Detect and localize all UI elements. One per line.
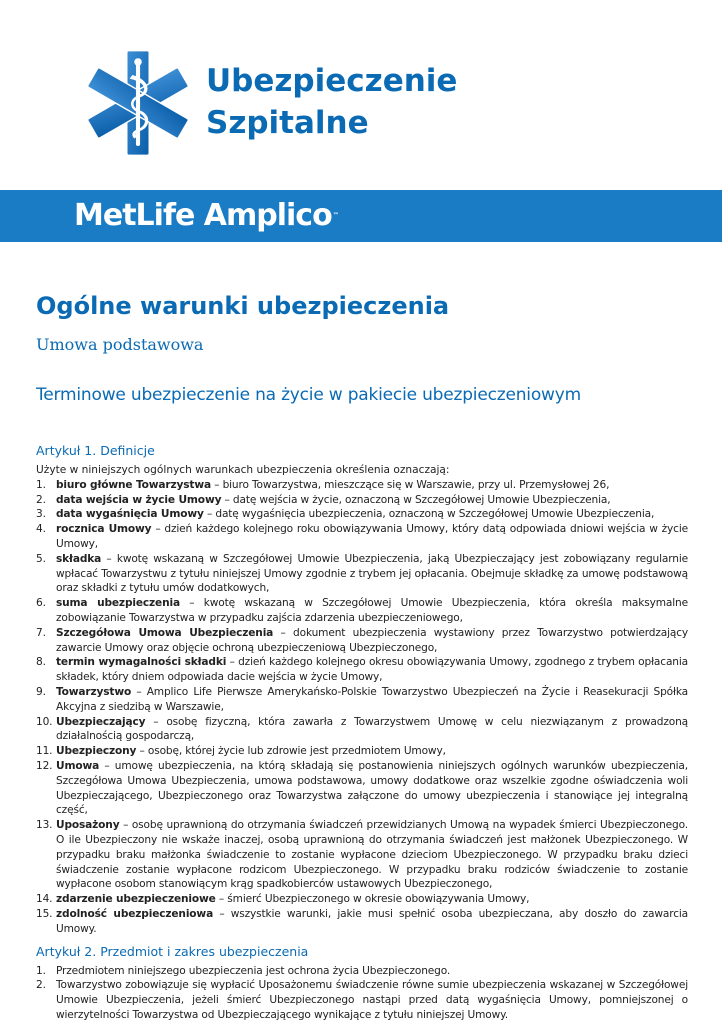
definition-item (36, 493, 688, 508)
item-number: 10. (36, 715, 53, 728)
article-2-item (36, 964, 688, 979)
definition-item (36, 596, 688, 626)
definition-item (36, 522, 688, 552)
definition-item (36, 626, 688, 656)
item-number: 3. (36, 508, 46, 521)
definition-text: – śmierć Ubezpieczonego w okresie obowiązywania Umowy, (215, 893, 530, 906)
definition-item (36, 552, 688, 596)
definition-item (36, 715, 688, 745)
header (0, 0, 722, 190)
definition-item (36, 892, 688, 907)
star-of-life-icon (82, 46, 194, 160)
document-body (36, 442, 688, 1023)
brand-logo (74, 196, 339, 236)
item-number: 1. (36, 964, 46, 977)
product-title (206, 60, 457, 144)
definition-term: Towarzystwo (56, 685, 132, 698)
item-number: 7. (36, 626, 46, 639)
definition-term: rocznica Umowy (56, 523, 152, 536)
definition-text: – datę wygaśnięcia ubezpieczenia, oznaczoną w Szczegółowej Umowie Ubezpieczenia, (203, 508, 655, 521)
definition-term: suma ubezpieczenia (56, 597, 180, 610)
definition-text: – kwotę wskazaną w Szczegółowej Umowie Ubezpieczenia, która określa maksymalne zobowiązanie Towarzystwa w przypadku zajścia zdarzenia ubezpieczeniowego, (56, 597, 688, 624)
item-number: 6. (36, 597, 46, 610)
definitions-list (36, 478, 688, 937)
definition-text: – Amplico Life Pierwsze Amerykańsko-Polskie Towarzystwo Ubezpieczeń na Życie i Reasekuracji Spółka Akcyjna z siedzibą w Warszawie, (56, 685, 688, 713)
trademark-mark: ™ (332, 212, 339, 219)
definition-item (36, 818, 688, 892)
brand-name: MetLife Amplico (74, 198, 332, 233)
item-number: 2. (36, 493, 46, 506)
product-title-line2: Szpitalne (206, 105, 369, 141)
definition-item (36, 685, 688, 715)
definition-item (36, 759, 688, 818)
definition-term: Umowa (56, 759, 100, 772)
item-number: 1. (36, 478, 46, 491)
definition-text: – biuro Towarzystwa, mieszczące się w Warszawie, przy ul. Przemysłowej 26, (210, 478, 610, 491)
item-number: 8. (36, 656, 46, 669)
definition-item (36, 655, 688, 685)
item-number: 11. (36, 745, 53, 758)
item-number: 14. (36, 893, 53, 906)
article-1-intro: Użyte w niniejszych ogólnych warunkach ubezpieczenia określenia oznaczają: (36, 464, 450, 476)
article-2-list (36, 964, 688, 1023)
definition-item (36, 478, 688, 493)
definition-text: – kwotę wskazaną w Szczegółowej Umowie Ubezpieczenia, jaką Ubezpieczający jest zobowiązany regularnie wpłacać Towarzystwu z tytułu niniejszej Umowy zgodnie z trybem jej opłacania. Obejmuje składkę za umowę podstawową oraz składki z tytułu umów dodatkowych, (56, 552, 688, 595)
item-number: 4. (36, 523, 46, 536)
definition-term: biuro główne Towarzystwa (56, 478, 211, 491)
item-text: Przedmiotem niniejszego ubezpieczenia jest ochrona życia Ubezpieczonego. (56, 964, 451, 977)
item-text: Towarzystwo zobowiązuje się wypłacić Uposażonemu świadczenie równe sumie ubezpieczenia wskazanej w Szczegółowej Umowie Ubezpieczenia, jeżeli śmierć Ubezpieczonego nastąpi przed datą wygaśnięcia Umowy, pomniejszonej o wierzytelności Towarzystwa od Ubezpieczającego wynikające z tytułu niniejszej Umowy. (56, 979, 688, 1021)
article-2-item (36, 978, 688, 1022)
item-number: 2. (36, 979, 46, 992)
document-tagline: Terminowe ubezpieczenie na życie w pakiecie ubezpieczeniowym (36, 385, 581, 405)
product-title-line1: Ubezpieczenie (206, 63, 458, 99)
definition-term: zdolność ubezpieczeniowa (56, 907, 214, 920)
definition-text: – osobę, której życie lub zdrowie jest przedmiotem Umowy, (136, 745, 446, 758)
definition-term: Szczegółowa Umowa Ubezpieczenia (56, 626, 274, 639)
item-number: 5. (36, 552, 46, 565)
article-1-heading: Artykuł 1. Definicje (36, 443, 155, 458)
definition-text: – wszystkie warunki, jakie musi spełnić osoba ubezpieczana, aby doszło do zawarcia Umowy. (56, 907, 688, 935)
definition-term: Ubezpieczający (56, 715, 146, 728)
definition-text: – dokument ubezpieczenia wystawiony przez Towarzystwo potwierdzający zawarcie Umowy oraz objęcie ochroną ubezpieczeniową Ubezpieczonego, (56, 626, 689, 654)
item-number: 13. (36, 819, 53, 832)
definition-text: – osobę uprawnioną do otrzymania świadczeń przewidzianych Umową na wypadek śmierci Ubezpieczonego. O ile Ubezpieczony nie wskaże inaczej, osobą uprawnioną do otrzymania świadczeń jest małżonek Ubezpieczonego. W przypadku braku małżonka świadczenie to zostanie wypłacone dzieciom Ubezpieczonego. W przypadku braku dzieci świadczenie zostanie wypłacone rodzicom Ubezpieczonego. W przypadku braku rodziców świadczenie to zostanie wypłacone osobom stanowiącym krąg spadkobierców ustawowych Ubezpieczonego, (56, 819, 688, 891)
definition-term: Uposażony (56, 819, 120, 832)
item-number: 15. (36, 907, 53, 920)
brand-bar (0, 190, 722, 242)
article-2-heading: Artykuł 2. Przedmiot i zakres ubezpieczenia (36, 943, 309, 959)
definition-term: zdarzenie ubezpieczeniowe (56, 893, 216, 906)
definition-text: – osobę fizyczną, która zawarła z Towarzystwem Umowę w celu niezwiązanym z prowadzoną działalnością gospodarczą, (56, 715, 688, 743)
definition-text: – umowę ubezpieczenia, na którą składają się postanowienia niniejszych ogólnych warunków ubezpieczenia, Szczegółowa Umowa Ubezpieczenia, umowa podstawowa, umowy dodatkowe oraz wszelkie zgodne oświadczenia woli Ubezpieczającego, Ubezpieczonego oraz Towarzystwa załączone do umowy ubezpieczenia i stanowiące jej integralną część, (56, 759, 688, 817)
document-title: Ogólne warunki ubezpieczenia (36, 292, 450, 320)
definition-term: składka (56, 552, 102, 565)
definition-term: termin wymagalności składki (56, 656, 227, 669)
item-number: 9. (36, 685, 46, 698)
definition-term: data wejścia w życie Umowy (56, 493, 222, 506)
document-subtitle: Umowa podstawowa (36, 335, 204, 354)
definition-item (36, 744, 688, 759)
definition-text: – datę wejścia w życie, oznaczoną w Szczegółowej Umowie Ubezpieczenia, (221, 493, 611, 506)
definition-text: – dzień każdego kolejnego okresu obowiązywania Umowy, zgodnego z trybem opłacania składek, który dniem odpowiada dacie wejścia w życie Umowy, (56, 656, 688, 684)
item-number: 12. (36, 759, 53, 772)
definition-item (36, 907, 688, 937)
definition-text: – dzień każdego kolejnego roku obowiązywania Umowy, który datą odpowiada dniowi wejścia w życie Umowy, (56, 523, 689, 550)
definition-term: data wygaśnięcia Umowy (56, 508, 204, 521)
definition-item (36, 507, 688, 522)
definition-term: Ubezpieczony (56, 745, 137, 758)
